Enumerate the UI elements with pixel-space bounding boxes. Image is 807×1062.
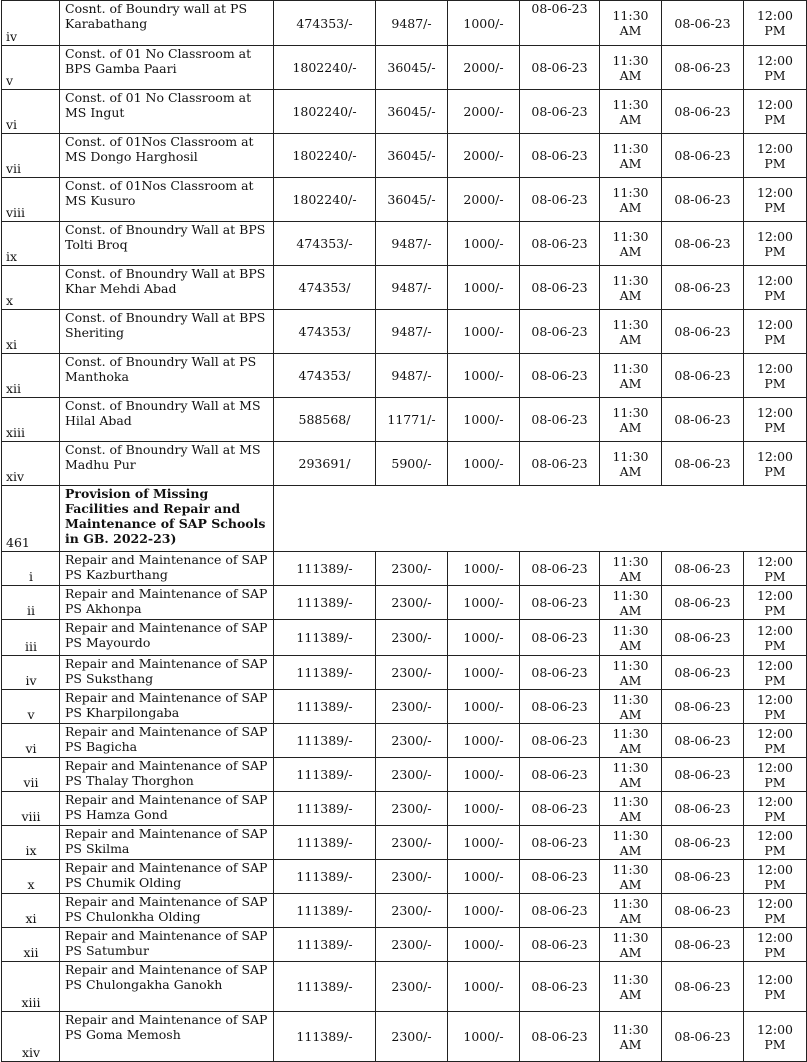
earnest-money: 36045/-: [376, 90, 448, 134]
tender-fee: 1000/-: [448, 222, 520, 266]
serial-number: ix: [2, 826, 60, 860]
opening-date: 08-06-23: [662, 1, 744, 46]
issue-date: 08-06-23: [520, 552, 600, 586]
earnest-money: 2300/-: [376, 656, 448, 690]
estimated-cost: 1802240/-: [274, 90, 376, 134]
work-description: Repair and Maintenance of SAP PS Skilma: [60, 826, 274, 860]
opening-time: 12:00 PM: [744, 690, 807, 724]
tender-fee: 1000/-: [448, 758, 520, 792]
tender-fee: 1000/-: [448, 962, 520, 1012]
serial-number: i: [2, 552, 60, 586]
work-description: Const. of Bnoundry Wall at PS Manthoka: [60, 354, 274, 398]
serial-number: xii: [2, 928, 60, 962]
issue-date: 08-06-23: [520, 928, 600, 962]
serial-number: xiii: [2, 398, 60, 442]
section-header-row: [2, 486, 807, 552]
issue-time: 11:30 AM: [600, 134, 662, 178]
estimated-cost: 1802240/-: [274, 46, 376, 90]
issue-time: 11:30 AM: [600, 354, 662, 398]
opening-time: 12:00 PM: [744, 134, 807, 178]
issue-time: 11:30 AM: [600, 962, 662, 1012]
estimated-cost: 474353/-: [274, 222, 376, 266]
serial-number: v: [2, 690, 60, 724]
earnest-money: 2300/-: [376, 860, 448, 894]
table-row: [2, 894, 807, 928]
tender-fee: 1000/-: [448, 656, 520, 690]
issue-time: 11:30 AM: [600, 310, 662, 354]
work-description: Repair and Maintenance of SAP PS Goma Memosh: [60, 1012, 274, 1062]
tender-fee: 1000/-: [448, 792, 520, 826]
table-row: [2, 656, 807, 690]
table-row: [2, 620, 807, 656]
estimated-cost: 111389/-: [274, 860, 376, 894]
estimated-cost: 111389/-: [274, 656, 376, 690]
serial-number: ix: [2, 222, 60, 266]
tender-fee: 1000/-: [448, 398, 520, 442]
earnest-money: 2300/-: [376, 1012, 448, 1062]
earnest-money: 2300/-: [376, 690, 448, 724]
opening-date: 08-06-23: [662, 552, 744, 586]
opening-time: 12:00 PM: [744, 656, 807, 690]
work-description: Repair and Maintenance of SAP PS Chumik Olding: [60, 860, 274, 894]
opening-time: 12:00 PM: [744, 178, 807, 222]
opening-time: 12:00 PM: [744, 46, 807, 90]
tender-fee: 2000/-: [448, 178, 520, 222]
table-body: [2, 1, 807, 1062]
estimated-cost: 111389/-: [274, 586, 376, 620]
serial-number: vii: [2, 758, 60, 792]
opening-date: 08-06-23: [662, 792, 744, 826]
work-description: Repair and Maintenance of SAP PS Thalay Thorghon: [60, 758, 274, 792]
earnest-money: 36045/-: [376, 46, 448, 90]
issue-date: 08-06-23: [520, 586, 600, 620]
tender-fee: 2000/-: [448, 46, 520, 90]
work-description: Const. of 01Nos Classroom at MS Kusuro: [60, 178, 274, 222]
tender-fee: 2000/-: [448, 90, 520, 134]
tender-fee: 1000/-: [448, 690, 520, 724]
opening-time: 12:00 PM: [744, 586, 807, 620]
issue-time: 11:30 AM: [600, 620, 662, 656]
table-row: [2, 310, 807, 354]
tender-fee: 1000/-: [448, 552, 520, 586]
issue-time: 11:30 AM: [600, 398, 662, 442]
opening-time: 12:00 PM: [744, 894, 807, 928]
estimated-cost: 1802240/-: [274, 178, 376, 222]
tender-fee: 1000/-: [448, 442, 520, 486]
work-description: Const. of Bnoundry Wall at MS Hilal Abad: [60, 398, 274, 442]
earnest-money: 36045/-: [376, 134, 448, 178]
issue-date: 08-06-23: [520, 690, 600, 724]
serial-number: vi: [2, 90, 60, 134]
work-description: Const. of 01 No Classroom at BPS Gamba Paari: [60, 46, 274, 90]
estimated-cost: 1802240/-: [274, 134, 376, 178]
opening-time: 12:00 PM: [744, 354, 807, 398]
opening-date: 08-06-23: [662, 310, 744, 354]
work-description: Const. of Bnoundry Wall at BPS Tolti Broq: [60, 222, 274, 266]
opening-time: 12:00 PM: [744, 860, 807, 894]
opening-time: 12:00 PM: [744, 90, 807, 134]
tender-fee: 1000/-: [448, 860, 520, 894]
earnest-money: 2300/-: [376, 586, 448, 620]
estimated-cost: 111389/-: [274, 792, 376, 826]
tender-fee: 2000/-: [448, 134, 520, 178]
issue-time: 11:30 AM: [600, 442, 662, 486]
earnest-money: 9487/-: [376, 354, 448, 398]
work-description: Const. of Bnoundry Wall at MS Madhu Pur: [60, 442, 274, 486]
section-number: 461: [2, 486, 60, 552]
issue-time: 11:30 AM: [600, 928, 662, 962]
table-row: [2, 962, 807, 1012]
issue-time: 11:30 AM: [600, 826, 662, 860]
tender-fee: 1000/-: [448, 928, 520, 962]
serial-number: xii: [2, 354, 60, 398]
issue-date: 08-06-23: [520, 442, 600, 486]
opening-date: 08-06-23: [662, 222, 744, 266]
issue-date: 08-06-23: [520, 310, 600, 354]
opening-date: 08-06-23: [662, 46, 744, 90]
opening-date: 08-06-23: [662, 962, 744, 1012]
estimated-cost: 111389/-: [274, 552, 376, 586]
serial-number: xiv: [2, 1012, 60, 1062]
issue-date: 08-06-23: [520, 134, 600, 178]
estimated-cost: 111389/-: [274, 620, 376, 656]
opening-date: 08-06-23: [662, 724, 744, 758]
serial-number: vi: [2, 724, 60, 758]
issue-time: 11:30 AM: [600, 894, 662, 928]
issue-date: 08-06-23: [520, 620, 600, 656]
earnest-money: 2300/-: [376, 894, 448, 928]
issue-date: 08-06-23: [520, 222, 600, 266]
work-description: Repair and Maintenance of SAP PS Kharpilongaba: [60, 690, 274, 724]
opening-date: 08-06-23: [662, 826, 744, 860]
table-row: [2, 1012, 807, 1062]
issue-time: 11:30 AM: [600, 222, 662, 266]
table-row: [2, 46, 807, 90]
issue-time: 11:30 AM: [600, 178, 662, 222]
opening-date: 08-06-23: [662, 586, 744, 620]
table-row: [2, 442, 807, 486]
estimated-cost: 111389/-: [274, 826, 376, 860]
table-row: [2, 552, 807, 586]
estimated-cost: 111389/-: [274, 928, 376, 962]
table-row: [2, 792, 807, 826]
work-description: Repair and Maintenance of SAP PS Akhonpa: [60, 586, 274, 620]
work-description: Repair and Maintenance of SAP PS Bagicha: [60, 724, 274, 758]
table-row: [2, 222, 807, 266]
earnest-money: 11771/-: [376, 398, 448, 442]
earnest-money: 9487/-: [376, 222, 448, 266]
serial-number: v: [2, 46, 60, 90]
issue-time: 11:30 AM: [600, 1012, 662, 1062]
issue-date: 08-06-23: [520, 962, 600, 1012]
serial-number: x: [2, 266, 60, 310]
issue-date: 08-06-23: [520, 1, 600, 46]
issue-time: 11:30 AM: [600, 724, 662, 758]
opening-time: 12:00 PM: [744, 724, 807, 758]
table-row: [2, 178, 807, 222]
serial-number: iv: [2, 656, 60, 690]
work-description: Repair and Maintenance of SAP PS Suksthang: [60, 656, 274, 690]
opening-date: 08-06-23: [662, 90, 744, 134]
table-row: [2, 860, 807, 894]
serial-number: iv: [2, 1, 60, 46]
opening-time: 12:00 PM: [744, 1, 807, 46]
table-row: [2, 398, 807, 442]
work-description: Repair and Maintenance of SAP PS Hamza Gond: [60, 792, 274, 826]
serial-number: viii: [2, 792, 60, 826]
opening-time: 12:00 PM: [744, 826, 807, 860]
section-title: Provision of Missing Facilities and Repair and Maintenance of SAP Schools in GB. 2022-23): [60, 486, 274, 552]
tender-fee: 1000/-: [448, 620, 520, 656]
opening-date: 08-06-23: [662, 178, 744, 222]
issue-date: 08-06-23: [520, 90, 600, 134]
work-description: Repair and Maintenance of SAP PS Mayourdo: [60, 620, 274, 656]
earnest-money: 5900/-: [376, 442, 448, 486]
opening-date: 08-06-23: [662, 690, 744, 724]
issue-date: 08-06-23: [520, 894, 600, 928]
earnest-money: 2300/-: [376, 792, 448, 826]
opening-time: 12:00 PM: [744, 758, 807, 792]
issue-date: 08-06-23: [520, 724, 600, 758]
estimated-cost: 474353/: [274, 310, 376, 354]
work-description: Repair and Maintenance of SAP PS Chulongakha Ganokh: [60, 962, 274, 1012]
issue-time: 11:30 AM: [600, 552, 662, 586]
issue-time: 11:30 AM: [600, 656, 662, 690]
table-row: [2, 724, 807, 758]
estimated-cost: 474353/: [274, 354, 376, 398]
estimated-cost: 111389/-: [274, 962, 376, 1012]
work-description: Const. of 01 No Classroom at MS Ingut: [60, 90, 274, 134]
opening-time: 12:00 PM: [744, 792, 807, 826]
tender-table: [1, 0, 807, 1062]
work-description: Const. of 01Nos Classroom at MS Dongo Harghosil: [60, 134, 274, 178]
serial-number: viii: [2, 178, 60, 222]
work-description: Repair and Maintenance of SAP PS Chulonkha Olding: [60, 894, 274, 928]
issue-date: 08-06-23: [520, 656, 600, 690]
issue-time: 11:30 AM: [600, 1, 662, 46]
earnest-money: 2300/-: [376, 552, 448, 586]
work-description: Repair and Maintenance of SAP PS Kazburthang: [60, 552, 274, 586]
tender-fee: 1000/-: [448, 894, 520, 928]
serial-number: iii: [2, 620, 60, 656]
table-row: [2, 266, 807, 310]
opening-time: 12:00 PM: [744, 442, 807, 486]
estimated-cost: 111389/-: [274, 690, 376, 724]
issue-time: 11:30 AM: [600, 792, 662, 826]
issue-date: 08-06-23: [520, 860, 600, 894]
opening-date: 08-06-23: [662, 928, 744, 962]
earnest-money: 9487/-: [376, 310, 448, 354]
opening-date: 08-06-23: [662, 894, 744, 928]
issue-time: 11:30 AM: [600, 46, 662, 90]
tender-fee: 1000/-: [448, 826, 520, 860]
issue-date: 08-06-23: [520, 826, 600, 860]
opening-time: 12:00 PM: [744, 962, 807, 1012]
earnest-money: 2300/-: [376, 928, 448, 962]
estimated-cost: 474353/-: [274, 1, 376, 46]
estimated-cost: 111389/-: [274, 724, 376, 758]
estimated-cost: 111389/-: [274, 1012, 376, 1062]
section-blank-cell: [274, 486, 807, 552]
issue-date: 08-06-23: [520, 354, 600, 398]
table-row: [2, 758, 807, 792]
estimated-cost: 111389/-: [274, 758, 376, 792]
opening-time: 12:00 PM: [744, 1012, 807, 1062]
work-description: Const. of Bnoundry Wall at BPS Sheriting: [60, 310, 274, 354]
table-row: [2, 586, 807, 620]
issue-date: 08-06-23: [520, 266, 600, 310]
earnest-money: 2300/-: [376, 962, 448, 1012]
tender-fee: 1000/-: [448, 310, 520, 354]
table-row: [2, 354, 807, 398]
issue-time: 11:30 AM: [600, 266, 662, 310]
opening-date: 08-06-23: [662, 620, 744, 656]
serial-number: xiii: [2, 962, 60, 1012]
opening-date: 08-06-23: [662, 398, 744, 442]
opening-time: 12:00 PM: [744, 928, 807, 962]
opening-date: 08-06-23: [662, 134, 744, 178]
tender-fee: 1000/-: [448, 1, 520, 46]
serial-number: vii: [2, 134, 60, 178]
tender-fee: 1000/-: [448, 266, 520, 310]
earnest-money: 36045/-: [376, 178, 448, 222]
earnest-money: 2300/-: [376, 620, 448, 656]
serial-number: xi: [2, 310, 60, 354]
opening-date: 08-06-23: [662, 1012, 744, 1062]
issue-time: 11:30 AM: [600, 90, 662, 134]
issue-date: 08-06-23: [520, 178, 600, 222]
issue-date: 08-06-23: [520, 758, 600, 792]
table-row: [2, 90, 807, 134]
serial-number: ii: [2, 586, 60, 620]
opening-time: 12:00 PM: [744, 620, 807, 656]
tender-fee: 1000/-: [448, 354, 520, 398]
table-row: [2, 690, 807, 724]
tender-fee: 1000/-: [448, 724, 520, 758]
table-row: [2, 134, 807, 178]
table-row: [2, 826, 807, 860]
earnest-money: 9487/-: [376, 1, 448, 46]
opening-time: 12:00 PM: [744, 398, 807, 442]
serial-number: xiv: [2, 442, 60, 486]
issue-date: 08-06-23: [520, 46, 600, 90]
opening-date: 08-06-23: [662, 758, 744, 792]
serial-number: x: [2, 860, 60, 894]
estimated-cost: 293691/: [274, 442, 376, 486]
table-row: [2, 1, 807, 46]
issue-date: 08-06-23: [520, 398, 600, 442]
estimated-cost: 474353/: [274, 266, 376, 310]
opening-time: 12:00 PM: [744, 552, 807, 586]
issue-time: 11:30 AM: [600, 690, 662, 724]
issue-time: 11:30 AM: [600, 758, 662, 792]
opening-date: 08-06-23: [662, 266, 744, 310]
opening-date: 08-06-23: [662, 354, 744, 398]
tender-fee: 1000/-: [448, 586, 520, 620]
earnest-money: 2300/-: [376, 758, 448, 792]
work-description: Repair and Maintenance of SAP PS Satumbur: [60, 928, 274, 962]
opening-time: 12:00 PM: [744, 310, 807, 354]
work-description: Const. of Bnoundry Wall at BPS Khar Mehdi Abad: [60, 266, 274, 310]
tender-fee: 1000/-: [448, 1012, 520, 1062]
issue-time: 11:30 AM: [600, 586, 662, 620]
opening-time: 12:00 PM: [744, 266, 807, 310]
issue-date: 08-06-23: [520, 1012, 600, 1062]
opening-date: 08-06-23: [662, 442, 744, 486]
issue-date: 08-06-23: [520, 792, 600, 826]
issue-time: 11:30 AM: [600, 860, 662, 894]
serial-number: xi: [2, 894, 60, 928]
estimated-cost: 111389/-: [274, 894, 376, 928]
earnest-money: 9487/-: [376, 266, 448, 310]
opening-date: 08-06-23: [662, 860, 744, 894]
earnest-money: 2300/-: [376, 826, 448, 860]
opening-time: 12:00 PM: [744, 222, 807, 266]
work-description: Cosnt. of Boundry wall at PS Karabathang: [60, 1, 274, 46]
earnest-money: 2300/-: [376, 724, 448, 758]
opening-date: 08-06-23: [662, 656, 744, 690]
table-row: [2, 928, 807, 962]
estimated-cost: 588568/: [274, 398, 376, 442]
